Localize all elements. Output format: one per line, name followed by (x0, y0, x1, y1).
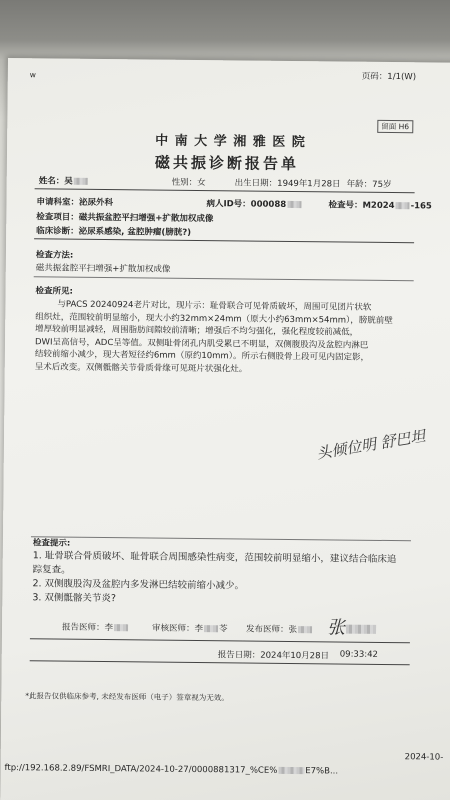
reporting-physician: 报告医师：李 (62, 621, 129, 634)
hospital-stamp: 留面 H6 (377, 120, 413, 133)
rule-2 (34, 238, 414, 243)
page-label: 页码：1/1(W) (361, 71, 417, 83)
report-time: 09:33:42 (339, 649, 379, 660)
impression-line: 3. 双侧骶髂关节炎? (32, 592, 117, 605)
patient-id: 病人ID号：000088 (206, 197, 302, 210)
impression-line: 踪复查。 (32, 564, 71, 576)
report-title: 磁共振诊断报告单 (154, 153, 300, 174)
method-heading: 检查方法: (35, 250, 74, 261)
impression-line: 1. 耻骨联合骨质破坏、耻骨联合周围感染性病变，范围较前明显缩小，建议结合临床追 (32, 550, 397, 566)
footnote: *此报告仅供临床参考, 未经发布医师（电子）签章视为无效。 (25, 691, 229, 703)
rule-6 (30, 660, 410, 665)
patient-age: 年龄：75岁 (346, 179, 392, 191)
footer-date: 2024-10- (404, 752, 444, 763)
findings-line: 组织灶，范围较前明显缩小，现大小约32mm×24mm（原大小约63mm×54mm），膀胱前壁 (35, 311, 393, 326)
findings-heading: 检查所见: (35, 286, 74, 297)
handwritten-signature: 张 (327, 613, 377, 640)
findings-line: 与PACS 20240924老片对比，现片示：耻骨联合可见骨质破坏，周围可见团片状软 (57, 299, 372, 313)
findings-line: 呈术后改变。双侧骶髂关节骨质骨缘可见斑片状强化灶。 (34, 361, 248, 375)
corner-mark: w (29, 70, 37, 80)
patient-gender: 性别：女 (171, 177, 206, 189)
publishing-physician: 发布医师：张 (246, 623, 313, 636)
report-sheet (0, 58, 450, 800)
findings-line: 结较前缩小减少，现大者短径约6mm（原约10mm）。所示右侧股骨上段可见内固定影， (34, 349, 370, 363)
patient-name: 姓名：吴 (39, 174, 89, 187)
handwritten-note: 头倾位明 舒巴坦 (315, 426, 427, 463)
reviewing-physician: 审核医师：李 苓 (151, 623, 228, 635)
footer-url: ftp://192.168.2.89/FSMRI_DATA/2024-10-27/0000881317_%CE% E7%B... (4, 763, 339, 777)
findings-line: DWI呈高信号，ADC呈等值。双侧耻骨闭孔内肌受累已不明显，双侧腹股沟及盆腔内淋巴 (34, 336, 369, 351)
findings-line: 增厚较前明显减轻，周围脂肪间隙较前清晰；增强后不均匀强化，强化程度较前减低， (35, 324, 359, 338)
request-dept: 申请科室：泌尿外科 (36, 197, 114, 209)
rule-4 (31, 536, 411, 541)
findings-text (35, 298, 393, 377)
rule-3 (34, 276, 414, 281)
report-date: 报告日期：2024年10月28日 (217, 650, 330, 662)
exam-item: 检查项目：磁共振盆腔平扫增强+扩散加权成像 (36, 212, 214, 225)
hospital-name: 中 南 大 学 湘 雅 医 院 (155, 133, 306, 151)
patient-birth: 出生日期：1949年1月28日 (234, 178, 341, 190)
impression-heading: 检查提示: (32, 538, 71, 549)
impression-line: 2. 双侧腹股沟及盆腔内多发淋巴结较前缩小减少。 (32, 578, 245, 592)
impression-text (32, 549, 396, 609)
method-text: 磁共振盆腔平扫增强+扩散加权成像 (35, 263, 171, 275)
clinical-diagnosis: 临床诊断：泌尿系感染, 盆腔肿瘤(膀胱?) (36, 226, 192, 238)
exam-number: 检查号：M2024 -165 (328, 200, 432, 212)
